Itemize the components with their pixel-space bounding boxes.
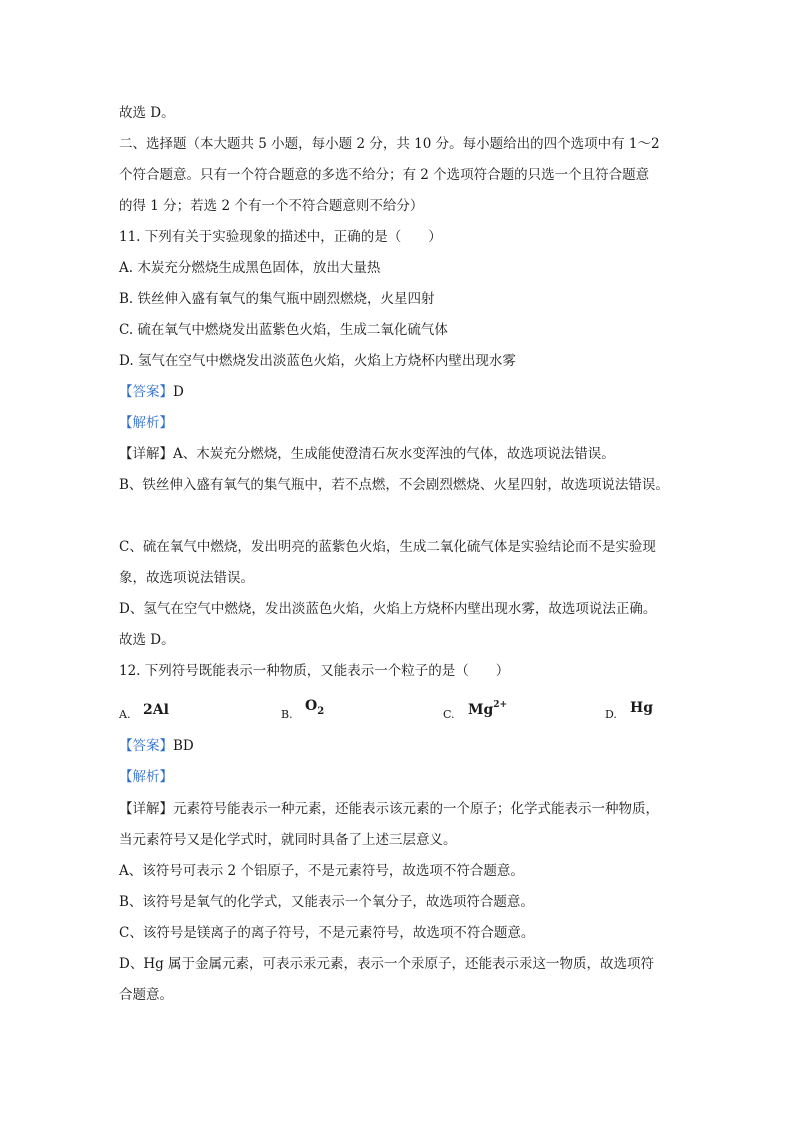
formula-subscript: 2 [317, 706, 325, 717]
q12-detail-intro-line-2: 当元素符号又是化学式时，就同时具备了上述三层意义。 [119, 832, 457, 848]
prev-conclusion: 故选 D。 [119, 105, 175, 121]
answer-tag: 【答案】 [119, 384, 173, 400]
q12-detail-c: C、该符号是镁离子的离子符号，不是元素符号，故选项不符合题意。 [119, 925, 535, 941]
q12-choice-a-letter: A. [119, 708, 131, 721]
q12-choice-b-formula [305, 698, 324, 717]
formula-symbol: O [305, 698, 318, 714]
q11-conclusion: 故选 D。 [119, 632, 175, 648]
q12-detail-d-line-2: 合题意。 [119, 987, 173, 1003]
q11-option-a: A. 木炭充分燃烧生成黑色固体，放出大量热 [119, 260, 381, 276]
formula-symbol: Mg [468, 702, 494, 718]
q11-detail-b: B、铁丝伸入盛有氧气的集气瓶中，若不点燃，不会剧烈燃烧、火星四射，故选项说法错误。 [119, 477, 669, 493]
detail-text: A、木炭充分燃烧，生成能使澄清石灰水变浑浊的气体，故选项说法错误。 [173, 446, 615, 462]
q12-choice-d-letter: D. [605, 708, 617, 721]
q12-choice-b-letter: B. [281, 708, 293, 721]
answer-value: BD [173, 738, 194, 754]
q12-choice-a-formula: 2Al [143, 702, 169, 718]
q12-choice-c-letter: C. [443, 708, 455, 721]
q11-stem: 11. 下列有关于实验现象的描述中，正确的是（ ） [119, 229, 442, 245]
q11-option-c: C. 硫在氧气中燃烧发出蓝紫色火焰，生成二氧化硫气体 [119, 322, 448, 338]
q11-detail-c-line-2: 象，故选项说法错误。 [119, 570, 254, 586]
detail-text: 元素符号能表示一种元素，还能表示该元素的一个原子；化学式能表示一种物质， [173, 801, 659, 817]
answer-tag: 【答案】 [119, 738, 173, 754]
q12-stem: 12. 下列符号既能表示一种物质，又能表示一个粒子的是（ ） [119, 663, 510, 679]
q11-option-d: D. 氢气在空气中燃烧发出淡蓝色火焰，火焰上方烧杯内壁出现水雾 [119, 353, 516, 369]
q11-detail-c-line-1: C、硫在氧气中燃烧，发出明亮的蓝紫色火焰，生成二氧化硫气体是实验结论而不是实验现 [119, 539, 656, 555]
q12-analysis [119, 768, 173, 786]
formula-superscript: 2+ [493, 700, 508, 710]
analysis-tag: 【解析】 [119, 769, 173, 785]
q12-detail-a: A、该符号可表示 2 个铝原子，不是元素符号，故选项不符合题意。 [119, 863, 524, 879]
q11-detail-a [119, 445, 615, 463]
answer-value: D [173, 384, 184, 400]
q11-answer [119, 383, 184, 401]
q12-answer [119, 737, 194, 755]
q12-detail-intro-line-1 [119, 800, 659, 818]
detail-tag: 【详解】 [119, 801, 173, 817]
q12-detail-d-line-1: D、Hg 属于金属元素，可表示汞元素，表示一个汞原子，还能表示汞这一物质，故选项符 [119, 956, 655, 972]
analysis-tag: 【解析】 [119, 415, 173, 431]
section-heading-line-2: 个符合题意。只有一个符合题意的多选不给分；有 2 个选项符合题的只选一个且符合题意 [119, 167, 650, 183]
q11-analysis [119, 414, 173, 432]
q11-option-b: B. 铁丝伸入盛有氧气的集气瓶中剧烈燃烧，火星四射 [119, 291, 435, 307]
q11-detail-d: D、氢气在空气中燃烧，发出淡蓝色火焰，火焰上方烧杯内壁出现水雾，故选项说法正确。 [119, 601, 657, 617]
section-heading-line-1: 二、选择题（本大题共 5 小题，每小题 2 分，共 10 分。每小题给出的四个选项中有 1～2 [119, 136, 660, 152]
section-heading-line-3: 的得 1 分；若选 2 个有一个不符合题意则不给分） [119, 198, 424, 214]
q12-choice-d-formula: Hg [630, 700, 654, 716]
detail-tag: 【详解】 [119, 446, 173, 462]
q12-detail-b: B、该符号是氧气的化学式，又能表示一个氧分子，故选项符合题意。 [119, 894, 534, 910]
q12-choice-c-formula [468, 700, 507, 718]
